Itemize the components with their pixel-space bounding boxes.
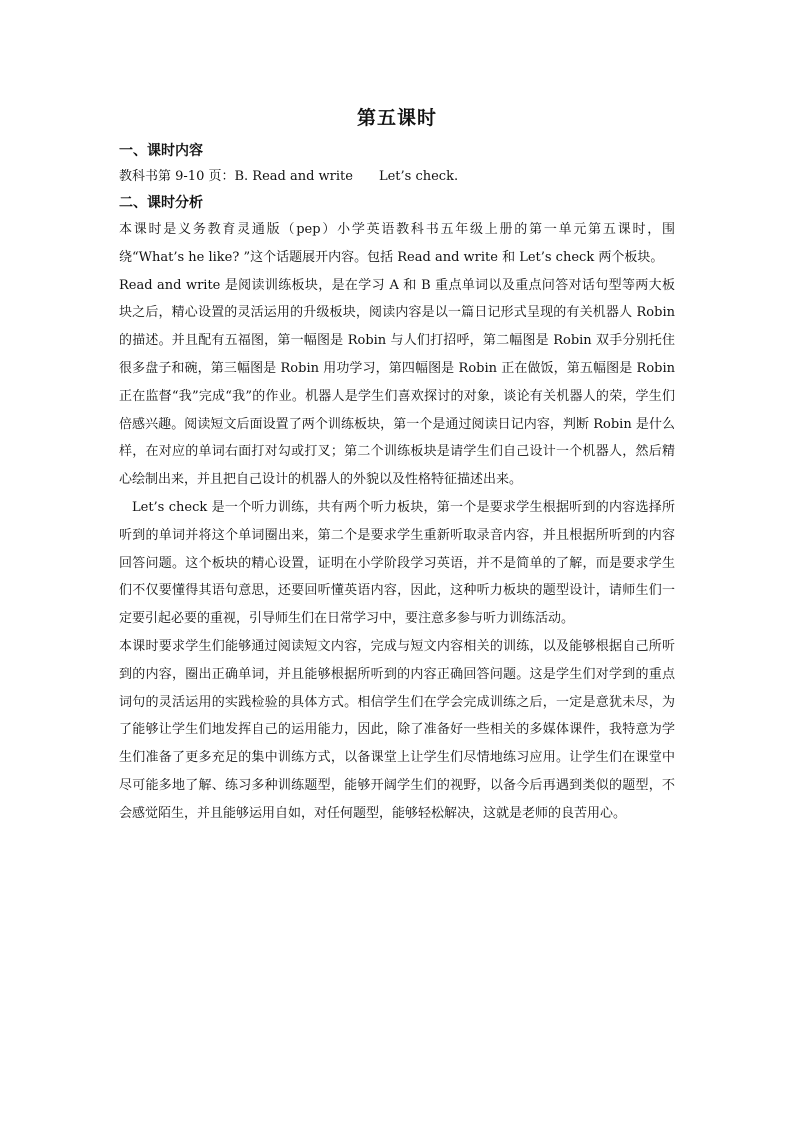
page-title: 第五课时 xyxy=(356,107,437,129)
analysis-paragraph-3: Let’s check 是一个听力训练，共有两个听力板块，第一个是要求学生根据听到的内容选择所听到的单词并将这个单词圈出来，第二个是要求学生重新听取录音内容，并且根据所听到的内容回答问题。这个板块的精心设置，证明在小学阶段学习英语，并不是简单的了解，而是要求学生们不仅要懂得其语句意思，还要回听懂英语内容，因此，这种听力板块的题型设计，请师生们一定要引起必要的重视，引导师生们在日常学习中，要注意多参与听力训练活动。 xyxy=(119,499,675,627)
document-content xyxy=(119,104,675,828)
analysis-paragraph-2: Read and write 是阅读训练板块，是在学习 A 和 B 重点单词以及重点问答对话句型等两大板块之后，精心设置的灵活运用的升级板块，阅读内容是以一篇日记形式呈现的有关机器人 Robin 的描述。并且配有五福图，第一幅图是 Robin 与人们打招呼，第二幅图是 Robin 双手分别托住很多盘子和碗，第三幅图是 Robin 用功学习，第四幅图是 Robin 正在做饭，第五幅图是 Robin 正在监督“我”完成“我”的作业。机器人是学生们喜欢探讨的对象，谈论有关机器人的荣，学生们倍感兴趣。阅读短文后面设置了两个训练板块，第一个是通过阅读日记内容，判断 Robin 是什么样，在对应的单词右面打对勾或打叉；第二个训练板块是请学生们自己设计一个机器人，然后精心绘制出来，并且把自己设计的机器人的外貌以及性格特征描述出来。 xyxy=(119,277,675,488)
lesson-content-text: 教科书第 9-10 页：B. Read and write Let’s check. xyxy=(119,169,459,184)
analysis-paragraph-1: 本课时是义务教育灵通版（pep）小学英语教科书五年级上册的第一单元第五课时，围绕“What’s he like? ”这个话题展开内容。包括 Read and write 和 Let’s check 两个板块。 xyxy=(119,222,675,265)
section-heading-lesson-analysis: 二、课时分析 xyxy=(119,195,203,211)
analysis-paragraph-4: 本课时要求学生们能够通过阅读短文内容，完成与短文内容相关的训练，以及能够根据自己所听到的内容，圈出正确单词，并且能够根据所听到的内容正确回答问题。这是学生们对学到的重点词句的灵活运用的实践检验的具体方式。相信学生们在学会完成训练之后，一定是意犹未尽，为了能够让学生们地发挥自己的运用能力，因此，除了准备好一些相关的多媒体课件，我特意为学生们准备了更多充足的集中训练方式，以备课堂上让学生们尽情地练习应用。让学生们在课堂中尽可能多地了解、练习多种训练题型，能够开阔学生们的视野，以备今后再遇到类似的题型，不会感觉陌生，并且能够运用自如，对任何题型，能够轻松解决，这就是老师的良苦用心。 xyxy=(119,638,675,821)
section-heading-lesson-content: 一、课时内容 xyxy=(119,143,203,159)
